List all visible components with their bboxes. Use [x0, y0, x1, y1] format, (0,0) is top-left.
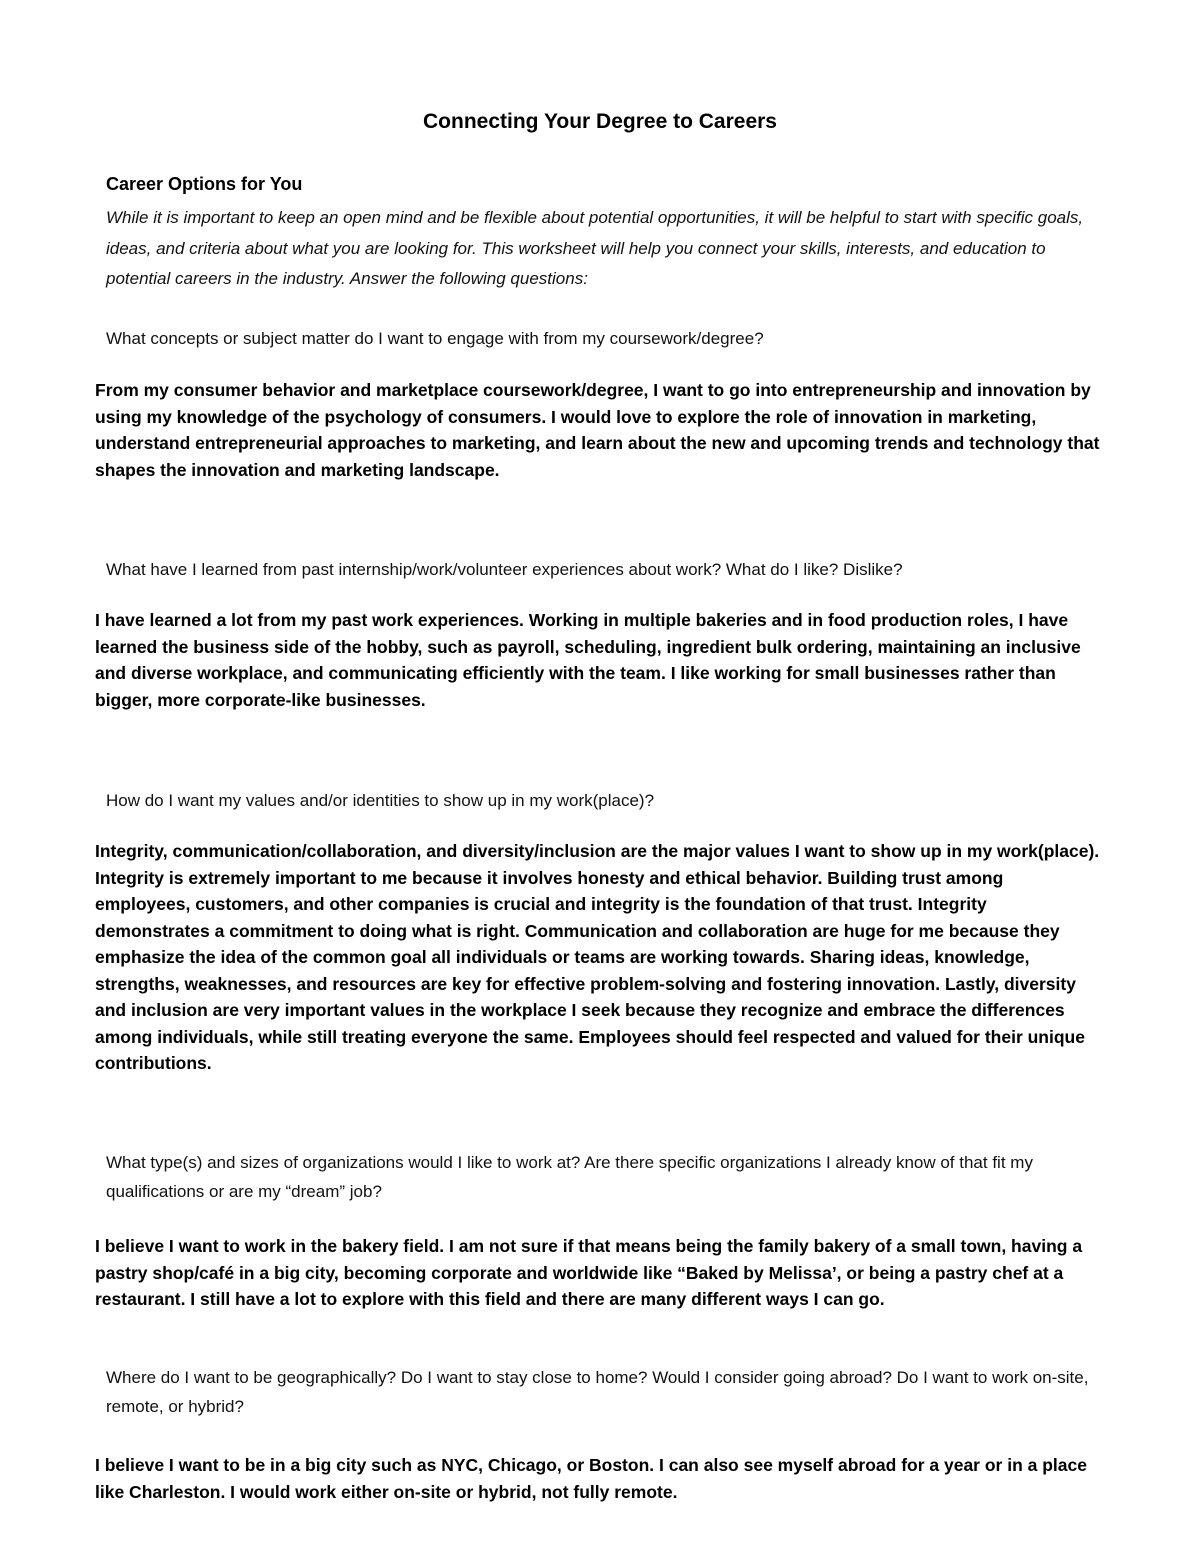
question-1: What concepts or subject matter do I want to engage with from my coursework/degree?	[106, 329, 764, 348]
intro-paragraph: While it is important to keep an open mind and be flexible about potential opportunities, it will be helpful to start with specific goals, ideas, and criteria about what you are looking for. This worksheet will help you connect your skills, interests, and education to potential careers in the industry. Answer the following questions:	[106, 208, 1084, 288]
answer-4: I believe I want to work in the bakery field. I am not sure if that means being the family bakery of a small town, having a pastry shop/café in a big city, becoming corporate and worldwide like “Baked by Melissa’, or being a pastry chef at a restaurant. I still have a lot to explore with this field and there are many different ways I can go.	[95, 1236, 1083, 1309]
question-5: Where do I want to be geographically? Do I want to stay close to home? Would I consider going abroad? Do I want to work on-site, remote, or hybrid?	[106, 1368, 1089, 1416]
answer-3: Integrity, communication/collaboration, and diversity/inclusion are the major values I want to show up in my work(place). Integrity is extremely important to me because it involves honesty and ethical behavior. Building trust among employees, customers, and other companies is crucial and integrity is the foundation of that trust. Integrity demonstrates a commitment to doing what is right. Communication and collaboration are huge for me because they emphasize the idea of the common goal all individuals or teams are working towards. Sharing ideas, knowledge, strengths, weaknesses, and resources are key for effective problem-solving and fostering innovation. Lastly, diversity and inclusion are very important values in the workplace I seek because they recognize and embrace the differences among individuals, while still treating everyone the same. Employees should feel respected and valued for their unique contributions.	[95, 841, 1100, 1073]
section-heading: Career Options for You	[106, 174, 303, 194]
document-title: Connecting Your Degree to Careers	[423, 110, 777, 133]
answer-1: From my consumer behavior and marketplace coursework/degree, I want to go into entrepreneurship and innovation by using my knowledge of the psychology of consumers. I would love to explore the role of innovation in marketing, understand entrepreneurial approaches to marketing, and learn about the new and upcoming trends and technology that shapes the innovation and marketing landscape.	[95, 380, 1100, 480]
question-3: How do I want my values and/or identities to show up in my work(place)?	[106, 791, 655, 810]
answer-5: I believe I want to be in a big city such as NYC, Chicago, or Boston. I can also see myself abroad for a year or in a place like Charleston. I would work either on-site or hybrid, not fully remote.	[95, 1455, 1087, 1502]
question-2: What have I learned from past internship/work/volunteer experiences about work? What do I like? Dislike?	[106, 560, 903, 579]
answer-2: I have learned a lot from my past work experiences. Working in multiple bakeries and in food production roles, I have learned the business side of the hobby, such as payroll, scheduling, ingredient bulk ordering, maintaining an inclusive and diverse workplace, and communicating efficiently with the team. I like working for small businesses rather than bigger, more corporate-like businesses.	[95, 610, 1081, 710]
question-4: What type(s) and sizes of organizations would I like to work at? Are there specific organizations I already know of that fit my qualifications or are my “dream” job?	[106, 1153, 1033, 1201]
